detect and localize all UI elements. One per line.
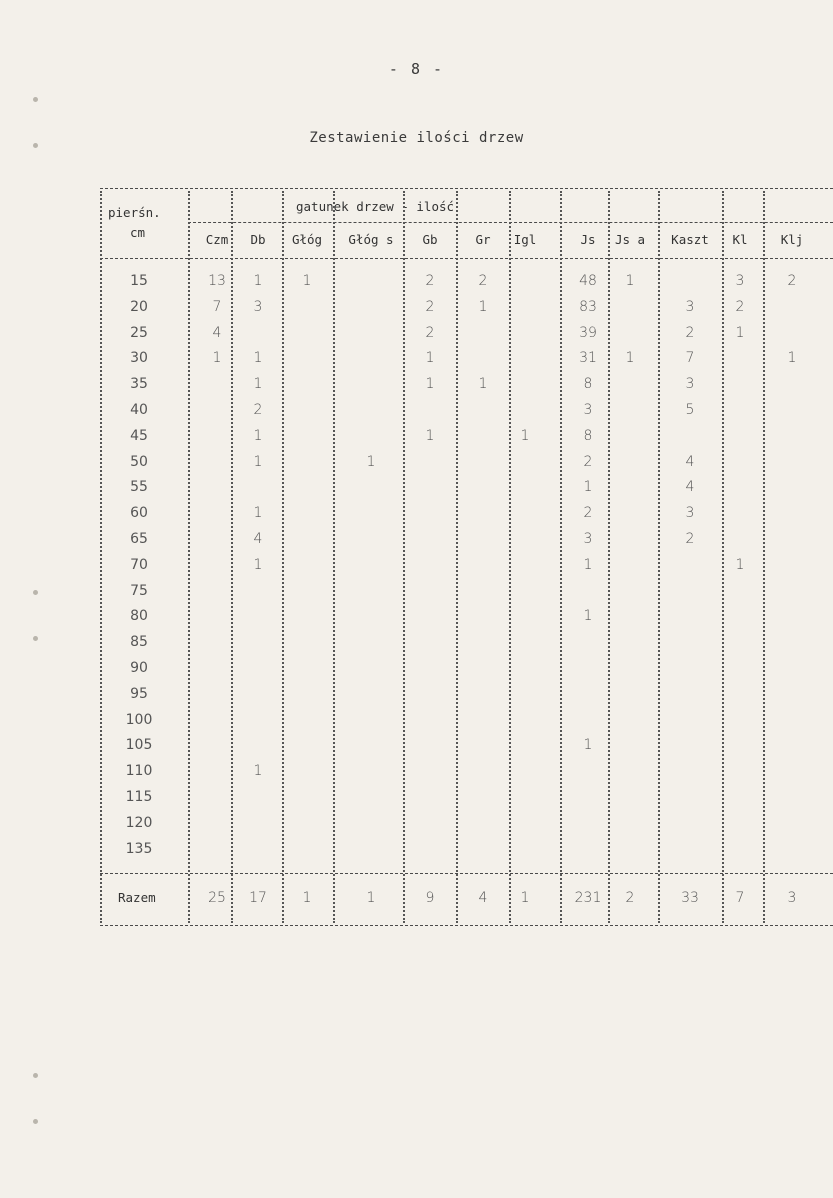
count-cell: 1 [253,556,263,573]
diameter-cell: 65 [130,531,148,547]
diameter-cell: 110 [125,763,153,780]
count-cell: 1 [253,453,263,470]
diameter-cell: 50 [130,453,148,470]
count-cell: 48 [579,273,597,289]
count-cell: 4 [212,324,222,341]
diameter-unit-header: cm [130,225,146,240]
binder-hole-mark [33,636,38,641]
diameter-cell: 20 [130,298,148,315]
count-cell: 1 [583,608,593,625]
binder-hole-mark [33,590,38,595]
total-cell: 1 [520,890,530,906]
count-cell: 1 [625,273,635,289]
count-cell: 1 [520,427,530,444]
total-cell: 231 [574,890,602,906]
diameter-cell: 60 [130,505,148,522]
diameter-cell: 30 [130,350,148,367]
column-separator [456,191,458,923]
diameter-cell: 120 [125,814,153,831]
species-header: Igl [513,232,537,247]
column-separator [509,191,511,923]
diameter-cell: 85 [130,634,148,651]
total-cell: 7 [735,890,745,906]
count-cell: 2 [583,453,593,470]
total-cell: 17 [249,890,267,906]
diameter-header: pierśn. [108,205,161,220]
count-cell: 1 [253,350,263,367]
column-separator [608,191,610,923]
diameter-cell: 80 [130,608,148,625]
diameter-cell: 15 [130,273,148,289]
count-cell: 1 [253,505,263,522]
diameter-cell: 105 [125,737,153,754]
total-cell: 25 [208,890,226,906]
count-cell: 8 [583,376,593,393]
species-header: Gr [475,232,491,247]
count-cell: 1 [212,350,222,367]
diameter-cell: 90 [130,660,148,676]
count-cell: 4 [685,453,695,470]
binder-hole-mark [33,143,38,148]
diameter-cell: 25 [130,324,148,341]
count-cell: 83 [579,298,597,315]
count-cell: 7 [212,298,222,315]
column-separator [658,191,660,923]
document-title: Zestawienie ilości drzew [309,130,524,146]
table-top-rule [100,188,833,189]
diameter-cell: 135 [125,840,153,857]
count-cell: 1 [366,453,376,470]
diameter-cell: 100 [125,711,153,728]
total-cell: 1 [366,890,376,906]
species-header: Js a [614,232,646,247]
total-cell: 2 [625,890,635,906]
count-cell: 1 [253,427,263,444]
count-cell: 1 [478,298,488,315]
total-cell: 1 [302,890,312,906]
total-cell: 33 [681,890,699,906]
count-cell: 2 [478,273,488,289]
species-header: Gb [422,232,438,247]
count-cell: 1 [425,350,435,367]
species-header: Czm [205,232,229,247]
column-separator [333,191,335,923]
count-cell: 5 [685,402,695,418]
count-cell: 1 [425,427,435,444]
species-header: Kl [732,232,748,247]
count-cell: 1 [302,273,312,289]
count-cell: 2 [425,298,435,315]
count-cell: 2 [787,273,797,289]
column-separator [282,191,284,923]
species-header: Głóg s [348,232,394,247]
count-cell: 1 [253,763,263,780]
count-cell: 3 [253,298,263,315]
column-separator [188,191,190,923]
count-cell: 8 [583,427,593,444]
total-cell: 4 [478,890,488,906]
count-cell: 3 [583,402,593,418]
count-cell: 31 [579,350,597,367]
count-cell: 2 [685,324,695,341]
species-header: Głóg [291,232,323,247]
count-cell: 4 [685,479,695,496]
count-cell: 2 [253,402,263,418]
species-header: Db [250,232,266,247]
binder-hole-mark [33,97,38,102]
count-cell: 2 [735,298,745,315]
column-separator [763,191,765,923]
count-cell: 2 [425,324,435,341]
diameter-cell: 95 [130,685,148,702]
count-cell: 1 [787,350,797,367]
count-cell: 4 [253,531,263,547]
column-separator [403,191,405,923]
count-cell: 1 [253,376,263,393]
diameter-cell: 75 [130,582,148,599]
table-bottom-rule [100,925,833,926]
count-cell: 1 [425,376,435,393]
page-number: - 8 - [388,60,445,78]
count-cell: 7 [685,350,695,367]
count-cell: 1 [583,479,593,496]
count-cell: 1 [478,376,488,393]
diameter-cell: 40 [130,402,148,418]
species-header: Klj [780,232,804,247]
count-cell: 3 [685,376,695,393]
diameter-cell: 55 [130,479,148,496]
totals-label: Razem [118,890,156,905]
diameter-cell: 35 [130,376,148,393]
count-cell: 2 [685,531,695,547]
count-cell: 1 [735,556,745,573]
species-group-header: gatunek drzew - ilość [296,199,455,214]
total-cell: 9 [425,890,435,906]
diameter-cell: 45 [130,427,148,444]
count-cell: 1 [735,324,745,341]
count-cell: 3 [685,505,695,522]
count-cell: 3 [583,531,593,547]
binder-hole-mark [33,1073,38,1078]
count-cell: 1 [253,273,263,289]
count-cell: 1 [583,737,593,754]
count-cell: 3 [735,273,745,289]
column-separator [560,191,562,923]
count-cell: 3 [685,298,695,315]
diameter-cell: 70 [130,556,148,573]
count-cell: 13 [208,273,226,289]
binder-hole-mark [33,1119,38,1124]
count-cell: 2 [583,505,593,522]
count-cell: 2 [425,273,435,289]
count-cell: 1 [625,350,635,367]
count-cell: 39 [579,324,597,341]
count-cell: 1 [583,556,593,573]
species-header: Js [580,232,596,247]
species-header: Kaszt [671,232,709,247]
total-cell: 3 [787,890,797,906]
column-separator [100,191,102,923]
diameter-cell: 115 [125,789,153,805]
tree-count-table [100,185,833,935]
